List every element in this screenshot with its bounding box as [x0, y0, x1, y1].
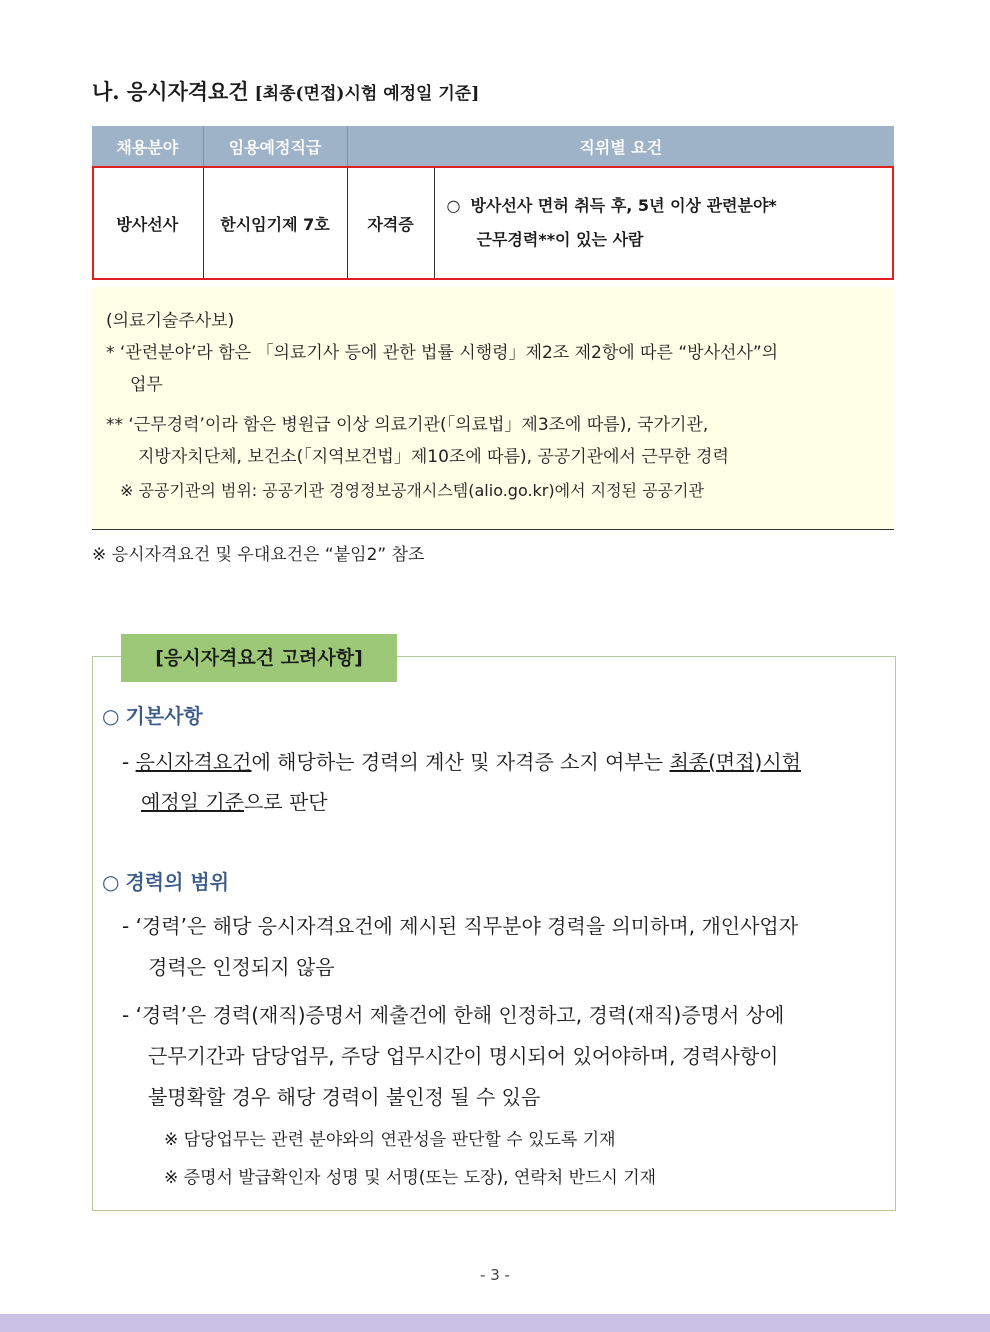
circle-bullet-icon: ○: [102, 870, 120, 894]
header-requirement: 직위별 요건: [347, 126, 894, 166]
underlined-text: 최종(면접)시험: [669, 750, 801, 774]
paragraph-text: 으로 판단: [243, 790, 328, 814]
requirement-line-1: 방사선사 면허 취득 후, 5년 이상 관련분야*: [470, 196, 777, 215]
underlined-text: 응시자격요건: [135, 750, 252, 774]
header-field: 채용분야: [92, 126, 203, 166]
header-grade: 임용예정직급: [203, 126, 347, 166]
paragraph-text: - ‘경력’은 해당 응시자격요건에 제시된 직무분야 경력을 의미하며, 개인사업자: [122, 914, 799, 938]
note-line: ※ 공공기관의 범위: 공공기관 경영정보공개시스템(alio.go.kr)에서 지정된 공공기관: [120, 481, 704, 500]
page-number: - 3 -: [480, 1266, 510, 1284]
paragraph-text: - ‘경력’은 경력(재직)증명서 제출건에 한해 인정하고, 경력(재직)증명서 상에: [122, 1003, 785, 1027]
consideration-label: [응시자격요건 고려사항]: [121, 634, 397, 682]
career-heading: [102, 866, 229, 895]
career-heading-text: 경력의 범위: [125, 870, 230, 894]
paragraph-text: 근무기간과 담당업무, 주당 업무시간이 명시되어 있어야하며, 경력사항이: [148, 1044, 779, 1068]
basic-heading: [102, 700, 203, 729]
reference-note: ※ 응시자격요건 및 우대요건은 “붙임2” 참조: [92, 545, 425, 565]
cell-kind: 자격증: [347, 166, 434, 280]
note-line: * ‘관련분야’라 함은 「의료기사 등에 관한 법률 시행령」제2조 제2항에 따른 “방사선사”의: [106, 343, 779, 363]
section-subtitle: [최종(면접)시험 예정일 기준]: [254, 84, 480, 104]
cell-requirement: [434, 166, 894, 280]
paragraph-text: 경력은 인정되지 않음: [148, 955, 335, 979]
circle-bullet-icon: ○: [446, 196, 461, 215]
table-header-row: [92, 126, 894, 166]
requirements-table: [92, 126, 894, 280]
note-line: 업무: [130, 375, 163, 395]
table-row: [92, 166, 894, 280]
note-line: (의료기술주사보): [106, 311, 235, 331]
sub-note: ※ 증명서 발급확인자 성명 및 서명(또는 도장), 연락처 반드시 기재: [164, 1168, 657, 1188]
section-title: [92, 76, 479, 106]
cell-field: 방사선사: [92, 166, 203, 280]
basic-paragraph-line1: - 응시자격요건에 해당하는 경력의 계산 및 자격증 소지 여부는 최종(면접)시험: [122, 750, 801, 774]
notes-box: [92, 287, 894, 530]
basic-paragraph-line2: [141, 786, 328, 815]
sub-note: ※ 담당업무는 관련 분야와의 연관성을 판단할 수 있도록 기재: [164, 1130, 616, 1150]
note-line: ** ‘근무경력’이라 함은 병원급 이상 의료기관(「의료법」제3조에 따름), 국가기관,: [106, 415, 709, 435]
footer-bar: [0, 1314, 990, 1332]
basic-heading-text: 기본사항: [125, 704, 203, 728]
paragraph-text: 불명확할 경우 해당 경력이 불인정 될 수 있음: [148, 1085, 541, 1109]
paragraph-text: 에 해당하는 경력의 계산 및 자격증 소지 여부는: [251, 750, 670, 774]
note-line: 지방자치단체, 보건소(「지역보건법」제10조에 따름), 공공기관에서 근무한 경력: [138, 447, 729, 467]
underlined-text: 예정일 기준: [141, 790, 244, 814]
requirement-line-2: 근무경력**이 있는 사람: [476, 230, 644, 249]
cell-grade: 한시임기제 7호: [203, 166, 347, 280]
circle-bullet-icon: ○: [102, 704, 120, 728]
section-title-text: 나. 응시자격요건: [92, 79, 249, 104]
